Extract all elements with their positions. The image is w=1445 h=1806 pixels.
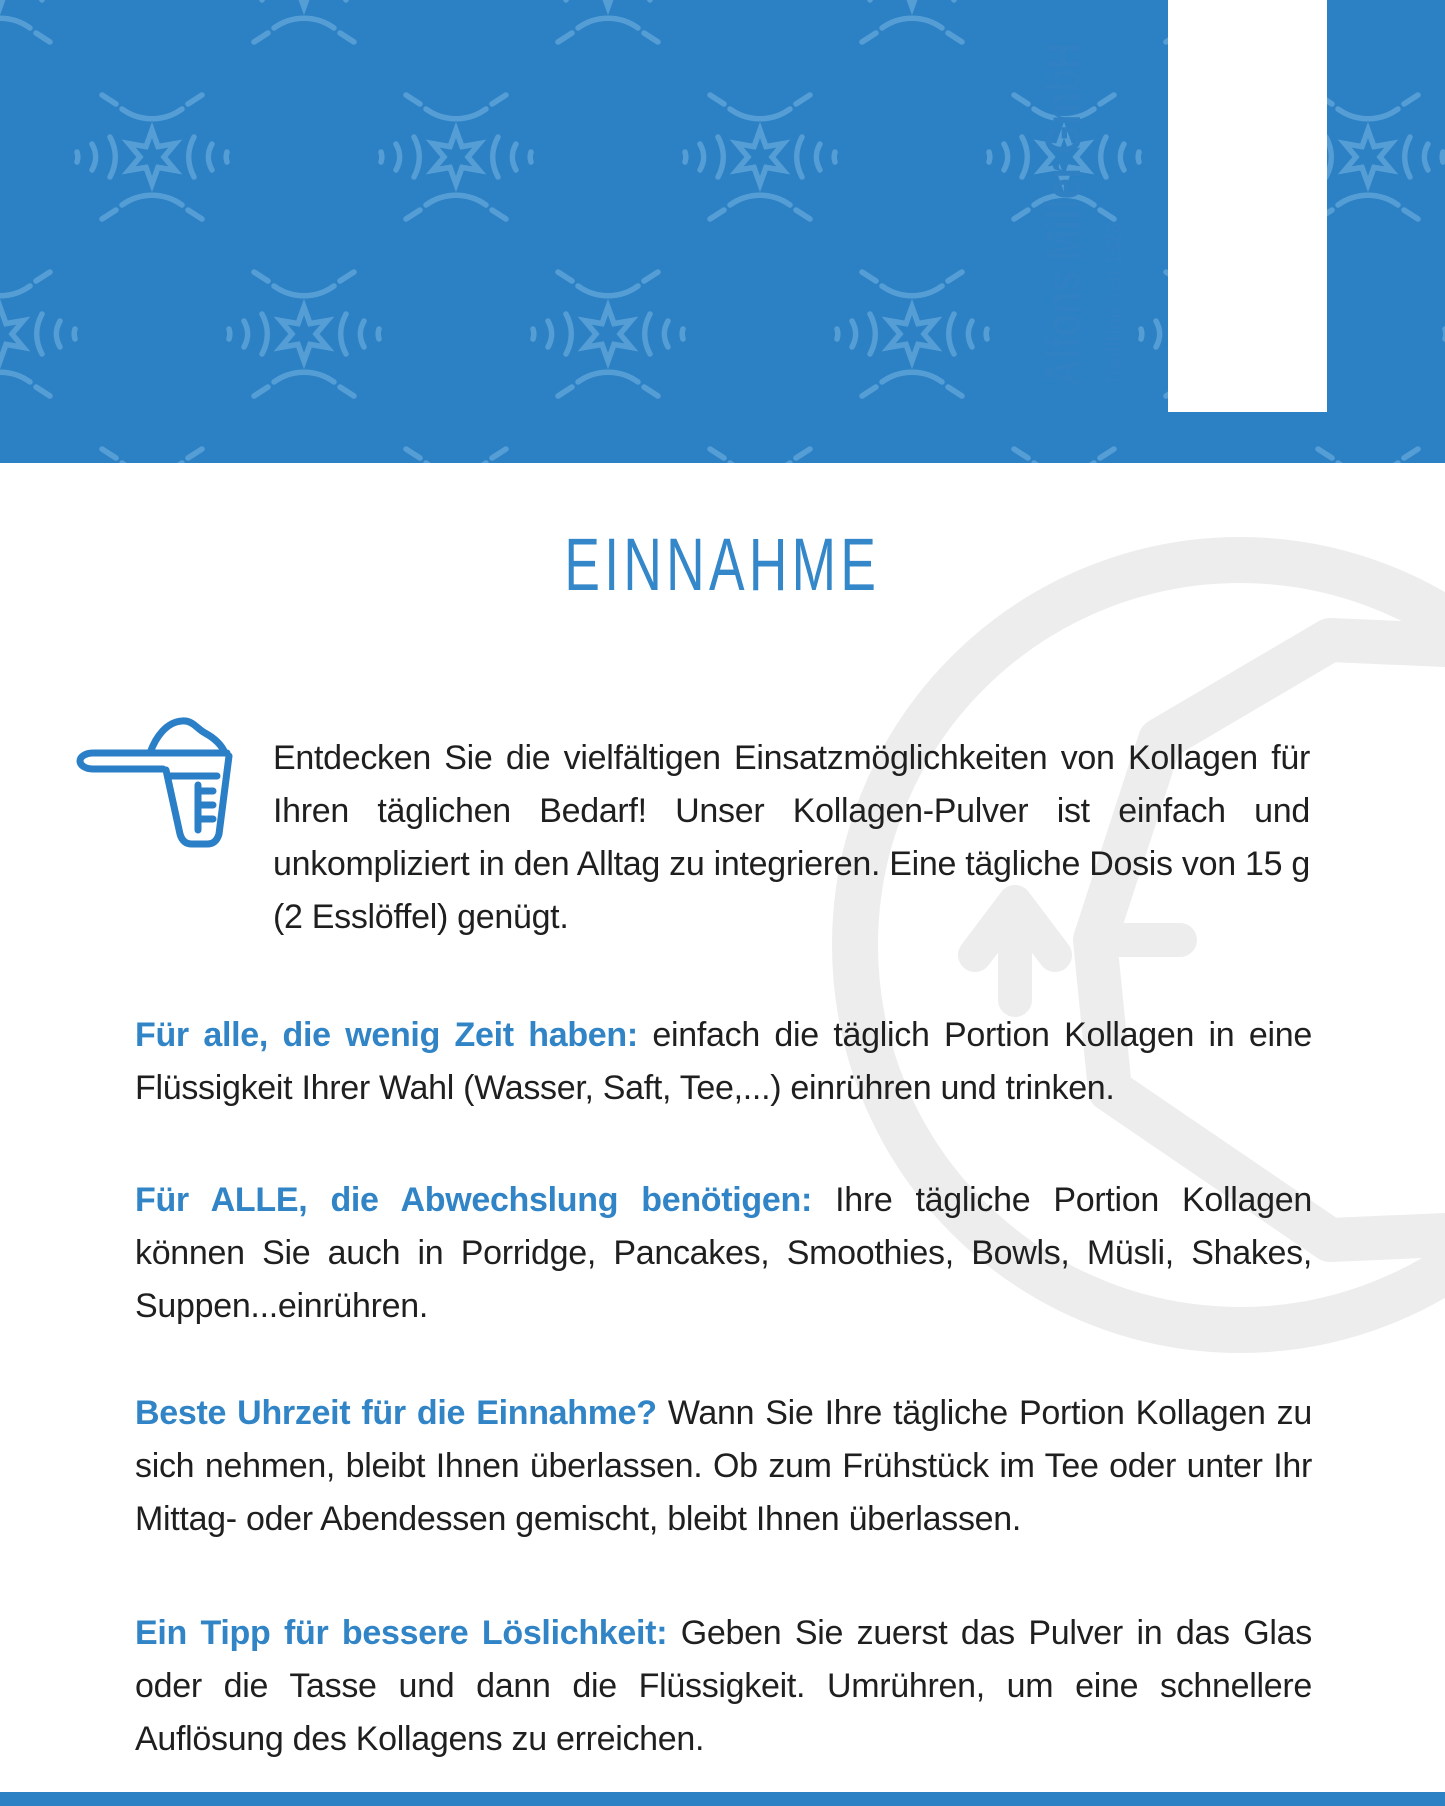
paragraph-wenig-zeit (135, 1009, 1312, 1115)
paragraph-lead: Beste Uhrzeit für die Einnahme? (135, 1394, 657, 1432)
paragraph-text: einfach die täglich Portion Kollagen in eine Flüssigkeit Ihrer Wahl (Wasser, Saft, Tee,...) einrühren und trinken. (135, 1016, 1312, 1107)
intro-text: Entdecken Sie die vielfältigen Einsatzmöglichkeiten von Kollagen für Ihren täglichen Bedarf! Unser Kollagen-Pulver ist einfach und unkompliziert in den Alltag zu integrieren. Eine tägliche Dosis von 15 g (2 Esslöffel) genügt. (273, 739, 1310, 936)
paragraph-beste-uhrzeit (135, 1387, 1312, 1546)
header-band (0, 0, 1445, 463)
footer-bar (0, 1792, 1445, 1806)
paragraph-abwechslung (135, 1174, 1312, 1333)
scoop-icon (70, 700, 260, 850)
company-tagline: Tradition seit 1926 (1100, 222, 1126, 386)
paragraph-lead: Ein Tipp für bessere Löslichkeit: (135, 1614, 668, 1652)
paragraph-text: Geben Sie zuerst das Pulver in das Glas oder die Tasse und dann die Flüssigkeit. Umrühren, um eine schnellere Auflösung des Kollagens zu erreichen. (135, 1614, 1312, 1758)
company-name: Alfons Miller GmbH (1035, 42, 1091, 386)
paragraph-text: Wann Sie Ihre tägliche Portion Kollagen zu sich nehmen, bleibt Ihnen überlassen. Ob zum Frühstück im Tee oder unter Ihr Mittag- oder Abendessen gemischt, bleibt Ihnen überlassen. (135, 1394, 1312, 1538)
company-badge (1035, 0, 1327, 412)
company-badge-text-block (1009, 0, 1168, 412)
paragraph-text: Ihre tägliche Portion Kollagen können Sie auch in Porridge, Pancakes, Smoothies, Bowls, Müsli, Shakes, Suppen...einrühren. (135, 1181, 1312, 1325)
paragraph-lead: Für alle, die wenig Zeit haben: (135, 1016, 638, 1054)
paragraph-lead: Für ALLE, die Abwechslung benötigen: (135, 1181, 812, 1219)
paragraph-tipp-loeslichkeit (135, 1607, 1312, 1766)
page-title: EINNAHME (564, 523, 881, 606)
intro-paragraph (273, 732, 1310, 944)
